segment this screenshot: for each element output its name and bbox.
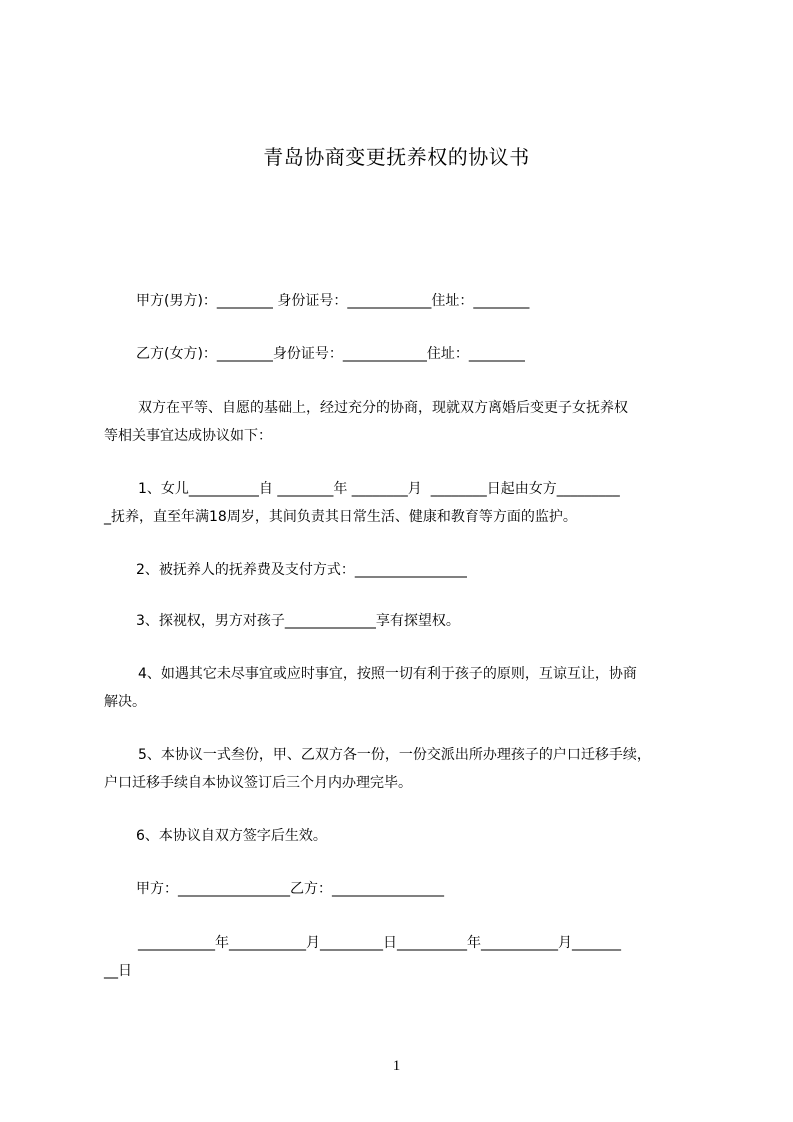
- clause-6-line: 6、本协议自双方签字后生效。: [136, 828, 327, 844]
- clause-5-line-2: 户口迁移手续自本协议签订后三个月内办理完毕。: [104, 775, 412, 791]
- date-line-2: __日: [104, 963, 132, 979]
- clause-3-line: 3、探视权，男方对孩子_____________享有探望权。: [136, 613, 460, 629]
- document-title: 青岛协商变更抚养权的协议书: [263, 145, 530, 169]
- clause-4-line-1: 4、如遇其它未尽事宜或应时事宜，按照一切有利于孩子的原则，互谅互让，协商: [138, 666, 637, 682]
- preamble-line-2: 等相关事宜达成协议如下：: [104, 428, 272, 444]
- preamble-line-1: 双方在平等、自愿的基础上，经过充分的协商，现就双方离婚后变更子女抚养权: [138, 400, 628, 416]
- clause-1-line-2: _抚养，直至年满18周岁，其间负责其日常生活、健康和教育等方面的监护。: [104, 509, 577, 525]
- clause-4-line-2: 解决。: [104, 694, 146, 710]
- party-b-info-line: 乙方(女方)：________身份证号：____________住址：________: [136, 346, 525, 362]
- date-line-1: ___________年___________月_________日__________年___________月_______: [138, 935, 621, 951]
- page-number: 1: [392, 1058, 401, 1074]
- clause-1-line-1: 1、女儿__________自 ________年 ________月 ________日起由女方_________: [138, 481, 620, 497]
- clause-2-line: 2、被抚养人的抚养费及支付方式：________________: [136, 562, 467, 578]
- clause-5-line-1: 5、本协议一式叁份，甲、乙双方各一份，一份交派出所办理孩子的户口迁移手续，: [138, 747, 651, 763]
- party-a-info-line: 甲方(男方)：________ 身份证号：____________住址：________: [136, 293, 530, 309]
- signature-line: 甲方：________________乙方：________________: [136, 881, 444, 897]
